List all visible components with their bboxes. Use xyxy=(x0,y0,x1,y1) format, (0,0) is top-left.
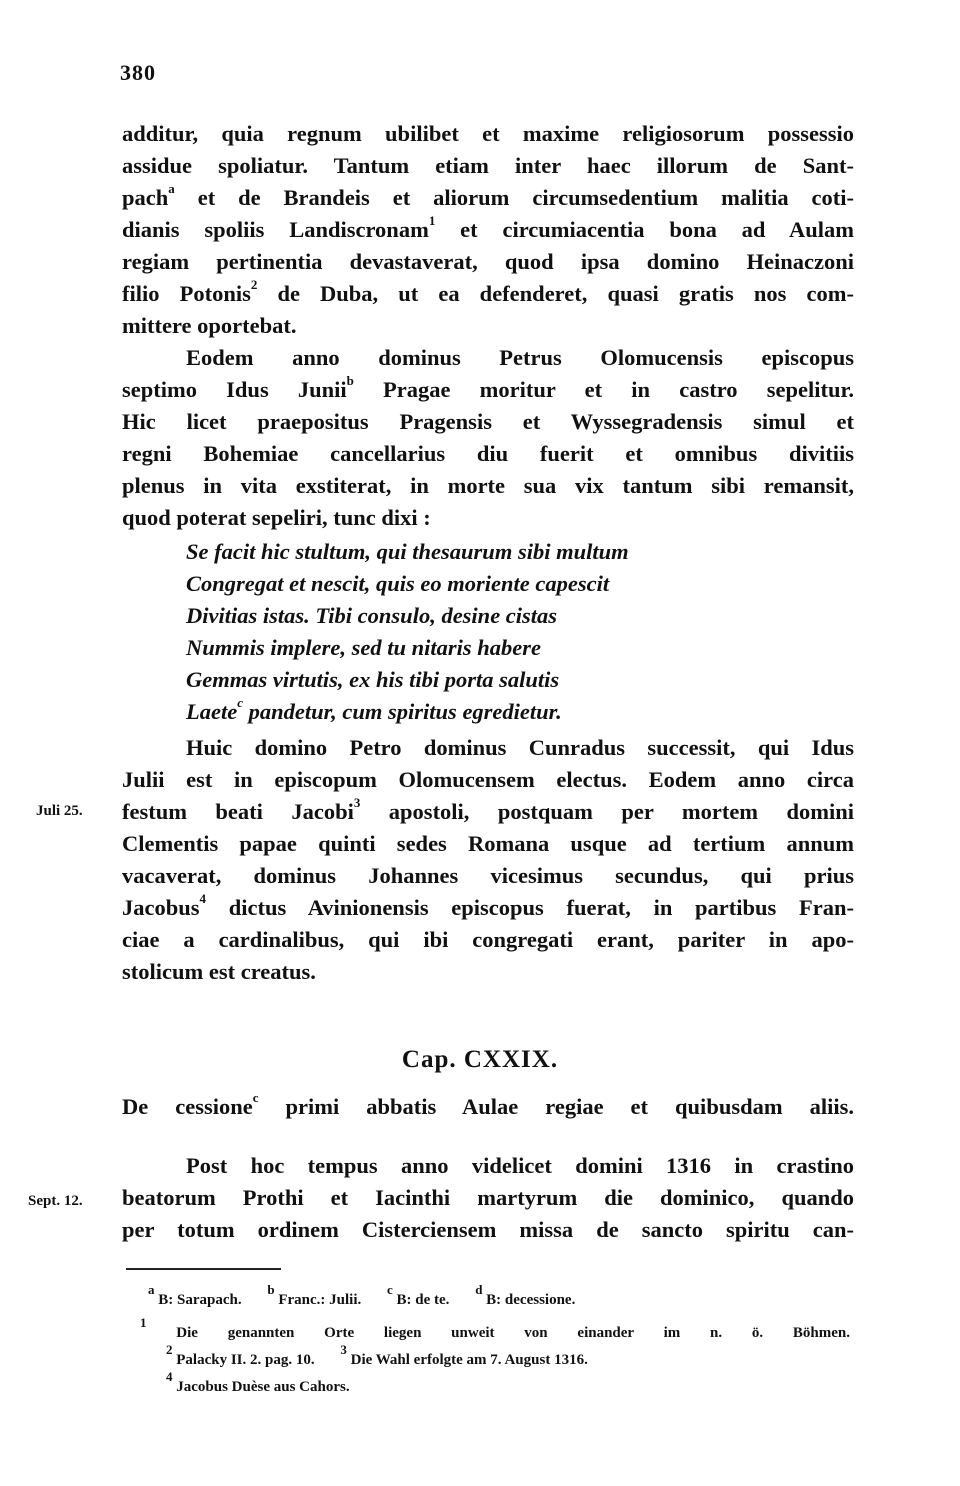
text-line: Clementis papae quinti sedes Romana usque ad tertium annum xyxy=(122,831,854,856)
verse-line: Congregat et nescit, quis eo moriente capescit xyxy=(186,571,610,596)
verse-block xyxy=(122,536,854,728)
text-line: filio Potonis$^2$ de Duba, ut ea defenderet, quasi gratis nos com- xyxy=(122,276,854,306)
text-line: quod poterat sepeliri, tunc dixi : xyxy=(122,505,431,530)
text-line: septimo Idus Junii$^b$ Pragae moritur et in castro sepelitur. xyxy=(122,372,855,402)
text-line: dianis spoliis Landiscronam$^1$ et circumiacentia bona ad Aulam xyxy=(122,212,855,242)
text-line: vacaverat, dominus Johannes vicesimus secundus, qui prius xyxy=(122,863,854,888)
text-line: Eodem anno dominus Petrus Olomucensis episcopus xyxy=(186,345,854,370)
verse-line: Se facit hic stultum, qui thesaurum sibi multum xyxy=(186,539,629,564)
text-line: Huic domino Petro dominus Cunradus successit, qui Idus xyxy=(186,735,854,760)
margin-note-juli: Juli 25. xyxy=(36,803,83,819)
page-number: 380 xyxy=(120,60,156,85)
variant-mark-c: c xyxy=(252,1089,259,1105)
variant-mark-c: c xyxy=(237,694,243,710)
verse-line: Divitias istas. Tibi consulo, desine cistas xyxy=(186,603,558,628)
text-line: stolicum est creatus. xyxy=(122,959,316,984)
footnote-mark-1: 1 xyxy=(428,212,436,228)
text-line: ciae a cardinalibus, qui ibi congregati erant, pariter in apo- xyxy=(122,927,854,952)
variant-mark-a: a xyxy=(168,180,175,196)
text-line: pach$^a$ et de Brandeis et aliorum circumsedentium malitia coti- xyxy=(122,180,854,210)
variant-note: $^b$ Franc.: Julii. xyxy=(267,1282,362,1308)
paragraph-4 xyxy=(122,1150,854,1246)
footnote-row xyxy=(140,1342,850,1374)
text-line: regni Bohemiae cancellarius diu fuerit et omnibus divitiis xyxy=(122,441,854,466)
chapter-subtitle: De cessione$^c$ primi abbatis Aulae regiae et quibusdam aliis. xyxy=(122,1089,854,1119)
paragraph-1 xyxy=(122,118,854,342)
text-line: Post hoc tempus anno videlicet domini 1316 in crastino xyxy=(186,1153,854,1178)
variant-note: $^d$ B: decessione. xyxy=(475,1282,576,1308)
footnote: $^4$ Jacobus Duèse aus Cahors. xyxy=(166,1369,350,1395)
text-line: regiam pertinentia devastaverat, quod ipsa domino Heinaczoni xyxy=(122,249,854,274)
text-line: Hic licet praepositus Pragensis et Wyssegradensis simul et xyxy=(122,409,854,434)
verse-line: Laete$^c$ pandetur, cum spiritus egredietur. xyxy=(186,694,562,724)
text-line: additur, quia regnum ubilibet et maxime religiosorum possessio xyxy=(122,121,854,146)
chapter-title: Cap. CXXIX. xyxy=(401,1046,559,1073)
text-line: plenus in vita exstiterat, in morte sua vix tantum sibi remansit, xyxy=(122,473,854,498)
text-line: festum beati Jacobi$^3$ apostoli, postquam per mortem domini xyxy=(122,794,855,824)
variant-notes-row xyxy=(140,1282,850,1314)
variant-note: $^c$ B: de te. xyxy=(387,1282,450,1308)
text-line: Jacobus$^4$ dictus Avinionensis episcopus fuerat, in partibus Fran- xyxy=(122,890,854,920)
text-line: mittere oportebat. xyxy=(122,313,297,338)
text-line: beatorum Prothi et Iacinthi martyrum die dominico, quando xyxy=(122,1185,854,1210)
footnote-mark-2: 2 xyxy=(250,276,258,292)
paragraph-2 xyxy=(122,342,854,534)
footnote: $^3$ Die Wahl erfolgte am 7. August 1316. xyxy=(340,1342,588,1368)
variant-mark-b: b xyxy=(346,372,354,388)
text-line: assidue spoliatur. Tantum etiam inter haec illorum de Sant- xyxy=(122,153,854,178)
text-line: per totum ordinem Cisterciensem missa de sancto spiritu can- xyxy=(122,1217,854,1242)
verse-line: Gemmas virtutis, ex his tibi porta salutis xyxy=(186,667,560,692)
margin-note-sept: Sept. 12. xyxy=(28,1193,83,1209)
variant-note: $^a$ B: Sarapach. xyxy=(148,1282,242,1308)
footnote: $^1$ Die genannten Orte liegen unweit von einander im n. ö. Böhmen. xyxy=(140,1315,851,1341)
footnote-mark-4: 4 xyxy=(199,890,207,906)
verse-line: Nummis implere, sed tu nitaris habere xyxy=(186,635,542,660)
footnote-mark-3: 3 xyxy=(353,794,361,810)
footnote: $^2$ Palacky II. 2. pag. 10. xyxy=(166,1342,315,1368)
footnote-rule xyxy=(126,1268,281,1270)
footnotes xyxy=(140,1282,851,1401)
text-line: Julii est in episcopum Olomucensem electus. Eodem anno circa xyxy=(122,767,854,792)
paragraph-3 xyxy=(122,732,854,988)
